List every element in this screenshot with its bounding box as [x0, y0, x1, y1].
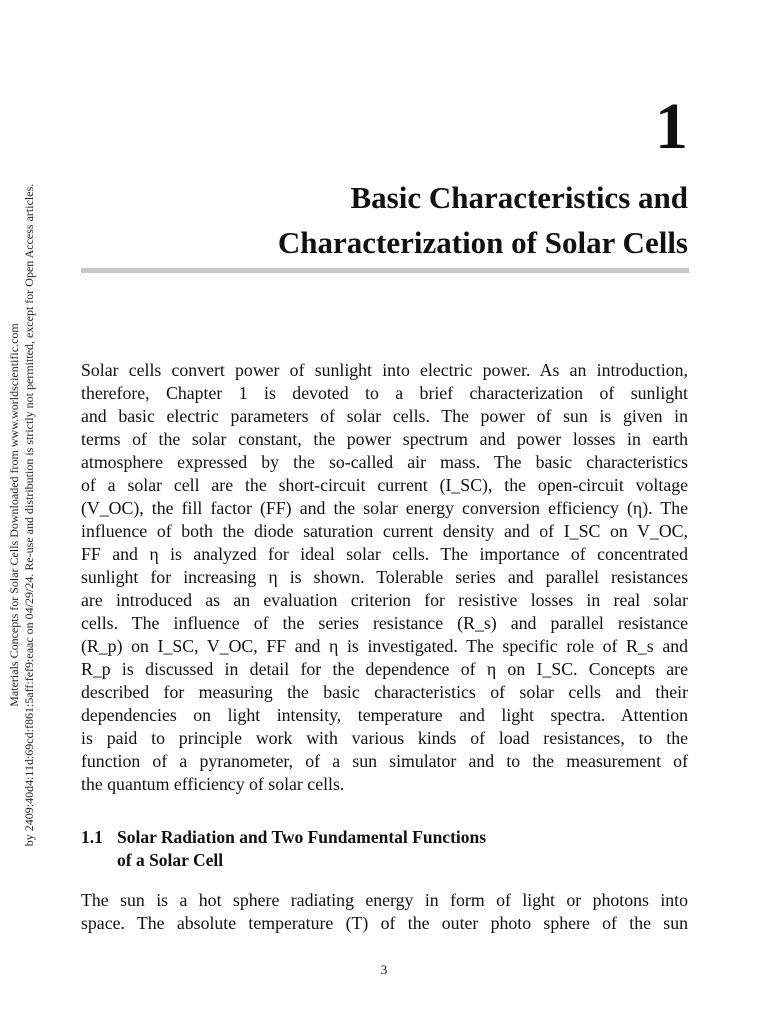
abstract-line: cells. The influence of the series resistance (R_s) and parallel resistance — [81, 613, 688, 633]
chapter-title-line: Basic Characteristics and — [350, 180, 688, 215]
section-title — [117, 826, 688, 872]
abstract-line: FF and η is analyzed for ideal solar cells. The importance of concentrated — [81, 544, 688, 564]
abstract-line: are introduced as an evaluation criterion for resistive losses in real solar — [81, 590, 688, 610]
abstract-line: therefore, Chapter 1 is devoted to a brief characterization of sunlight — [81, 383, 688, 403]
abstract-line: influence of both the diode saturation current density and of I_SC on V_OC, — [81, 521, 688, 541]
abstract-line: (V_OC), the fill factor (FF) and the solar energy conversion efficiency (η). The — [81, 498, 688, 518]
chapter-number: 1 — [655, 90, 688, 163]
title-divider — [81, 268, 689, 273]
abstract-line: function of a pyranometer, of a sun simulator and to the measurement of — [81, 751, 688, 771]
abstract-line: (R_p) on I_SC, V_OC, FF and η is investigated. The specific role of R_s and — [81, 636, 688, 656]
abstract-line: sunlight for increasing η is shown. Tolerable series and parallel resistances — [81, 567, 688, 587]
abstract-line: R_p is discussed in detail for the dependence of η on I_SC. Concepts are — [81, 659, 688, 679]
abstract-line: dependencies on light intensity, temperature and light spectra. Attention — [81, 705, 688, 725]
body-line: The sun is a hot sphere radiating energy in form of light or photons into — [81, 890, 688, 910]
download-notice — [0, 0, 44, 1024]
chapter-title — [278, 175, 688, 265]
download-notice-line-1: Materials Concepts for Solar Cells Downloaded from www.worldscientific.com — [7, 323, 21, 707]
abstract-line: described for measuring the basic characteristics of solar cells and their — [81, 682, 688, 702]
abstract-line: terms of the solar constant, the power spectrum and power losses in earth — [81, 429, 688, 449]
download-notice-line-2: by 2409:40d4:11d:69cd:f861:5aff:fef9:eaac on 04/29/24. Re-use and distribution is strictly not permitted, except for Open Access articles. — [22, 183, 36, 847]
section-title-line: Solar Radiation and Two Fundamental Functions — [117, 827, 487, 847]
section-number: 1.1 — [81, 827, 103, 847]
abstract-line: and basic electric parameters of solar cells. The power of sun is given in — [81, 406, 688, 426]
body-paragraph — [81, 889, 688, 935]
section-heading — [81, 826, 688, 872]
page-number: 3 — [380, 962, 388, 977]
chapter-title-line: Characterization of Solar Cells — [277, 225, 688, 260]
abstract-line: Solar cells convert power of sunlight into electric power. As an introduction, — [81, 360, 688, 380]
abstract-line: atmosphere expressed by the so-called air mass. The basic characteristics — [81, 452, 688, 472]
chapter-abstract — [81, 359, 688, 796]
body-line: space. The absolute temperature (T) of the outer photo sphere of the sun — [81, 913, 688, 933]
section-title-line: of a Solar Cell — [117, 850, 224, 870]
abstract-line: is paid to principle work with various kinds of load resistances, to the — [81, 728, 688, 748]
abstract-line: the quantum efficiency of solar cells. — [81, 774, 345, 794]
abstract-line: of a solar cell are the short-circuit current (I_SC), the open-circuit voltage — [81, 475, 688, 495]
